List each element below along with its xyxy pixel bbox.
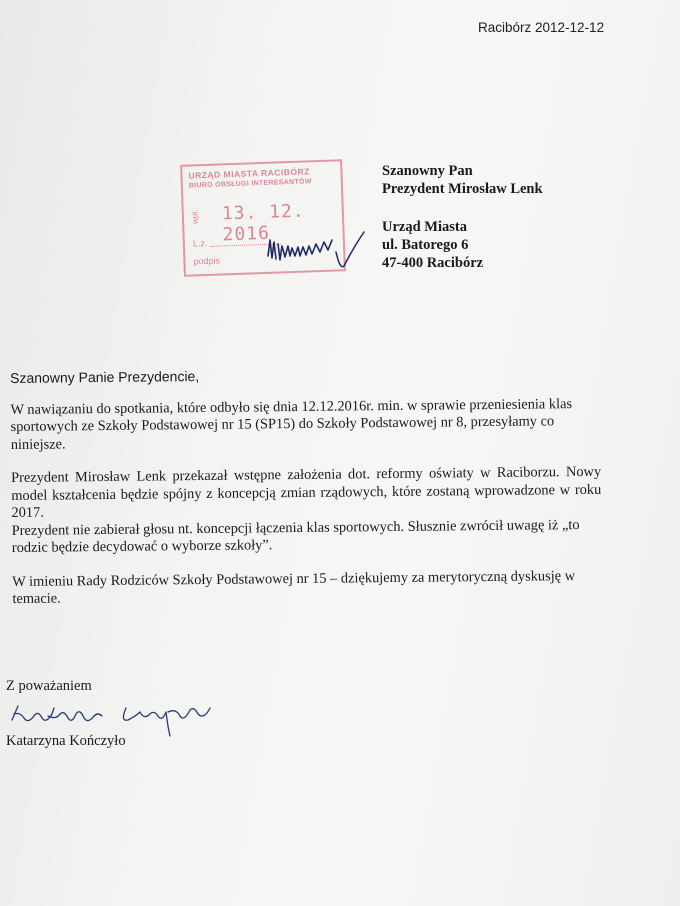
recipient-block-top xyxy=(382,162,543,198)
letter-paragraph-3: Prezydent nie zabierał głosu nt. koncepcji łączenia klas sportowych. Słusznie zwrócił uwagę iż „to rodzic będzie decydować o wyborze szkoły”. xyxy=(11,516,580,556)
signatory-name: Katarzyna Kończyło xyxy=(6,733,126,749)
letter-greeting: Szanowny Panie Prezydencie, xyxy=(10,368,200,386)
recipient-block-address xyxy=(382,218,483,272)
closing-regards: Z poważaniem xyxy=(6,678,92,694)
recipient-office: Urząd Miasta xyxy=(382,219,467,235)
letter-paragraph-1: W nawiązaniu do spotkania, które odbyło się dnia 12.12.2016r. min. w sprawie przeniesienia klas sportowych ze Szkoły Podstawowej nr 15 (SP15) do Szkoły Podstawowej nr 8, przesyłamy co niniejsze. xyxy=(10,395,573,453)
stamp-podpis-label: podpis xyxy=(193,255,221,267)
letter-paragraph-4: W imieniu Rady Rodziców Szkoły Podstawowej nr 15 – dziękujemy za merytoryczną dyskusję w temacie. xyxy=(12,567,576,607)
recipient-name: Prezydent Mirosław Lenk xyxy=(382,181,543,197)
letter-body xyxy=(10,364,603,625)
stamp-department: BIURO OBSŁUGI INTERESANTÓW xyxy=(188,178,312,190)
recipient-city: 47-400 Racibórz xyxy=(382,255,484,271)
recipient-street: ul. Batorego 6 xyxy=(382,237,469,253)
handwritten-signature xyxy=(8,698,218,738)
stamp-wpl-label: wpł. xyxy=(190,209,200,225)
letter-paragraph-2: Prezydent Mirosław Lenk przekazał wstępne założenia dot. reformy oświaty w Raciborzu. Nowy model kształcenia będzie spójny z koncepcją zmian rządowych, które zostaną wprowadzone w roku 2017. xyxy=(11,463,602,521)
official-initials-signature xyxy=(262,226,372,276)
recipient-salutation: Szanowny Pan xyxy=(382,163,473,179)
stamp-lz-label: L.z. xyxy=(192,237,208,249)
stamp-office-name: URZĄD MIASTA RACIBÓRZ xyxy=(188,166,311,181)
stamp-date: 13. 12. 2016 xyxy=(221,200,306,246)
place-date: Racibórz 2012-12-12 xyxy=(478,20,605,35)
